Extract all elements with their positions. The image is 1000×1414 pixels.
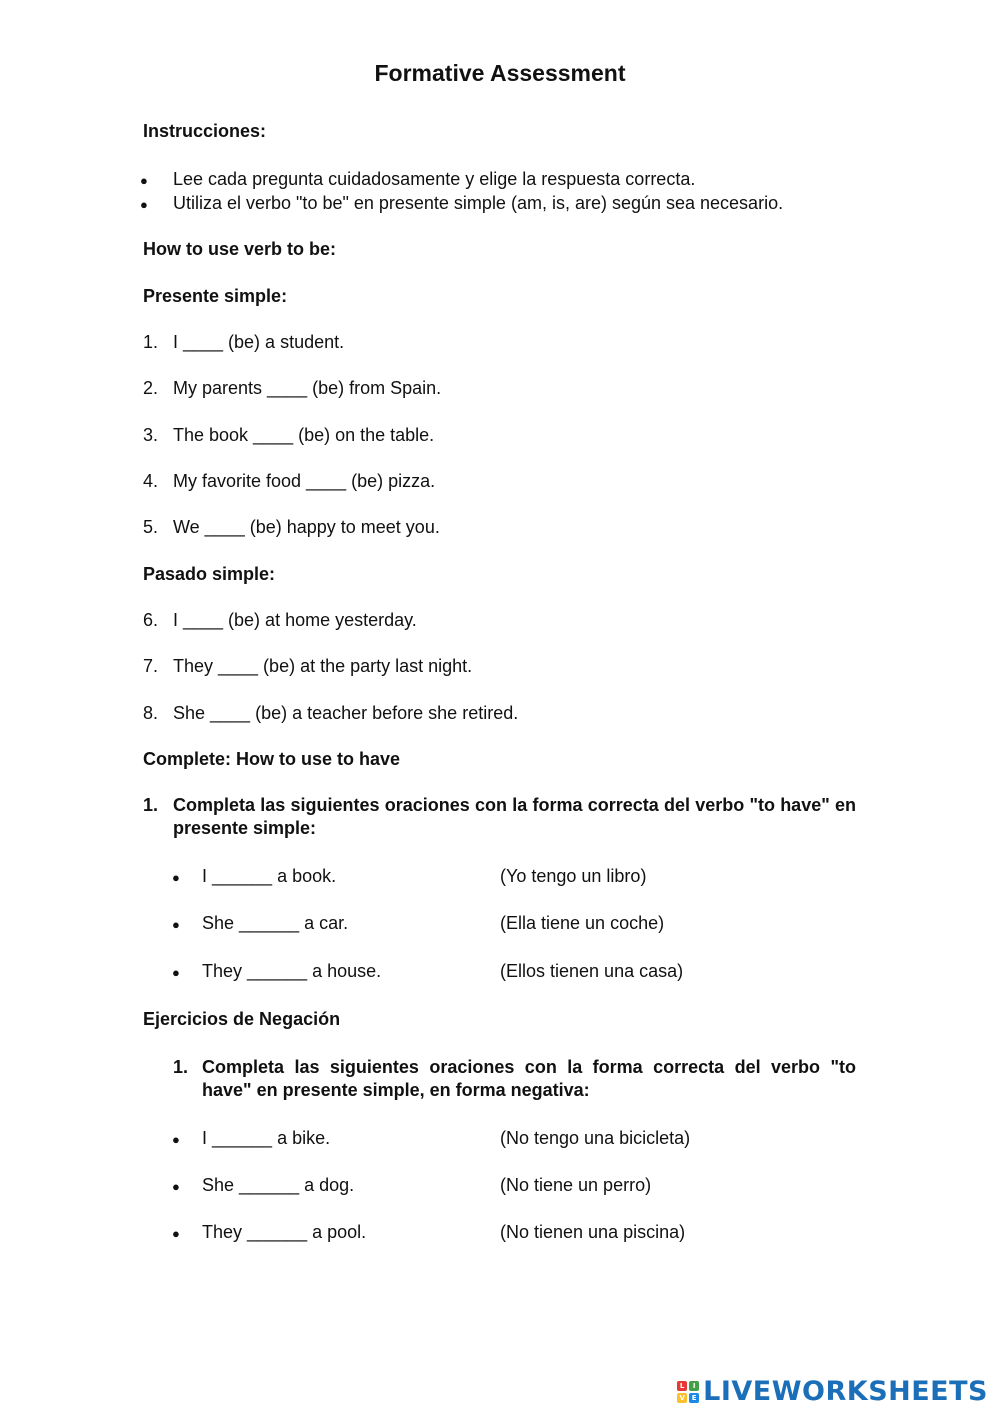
- exercise-sentence: She ______ a car.: [202, 913, 349, 933]
- past-simple-heading: Pasado simple:: [143, 564, 276, 584]
- bullet-icon: ●: [140, 173, 148, 188]
- logo-square-l: L: [677, 1381, 687, 1391]
- present-simple-heading: Presente simple:: [143, 286, 288, 306]
- negation-heading: Ejercicios de Negación: [143, 1009, 341, 1029]
- question-number: 3.: [143, 425, 159, 445]
- question-text: I ____ (be) at home yesterday.: [173, 610, 417, 630]
- logo-square-v: V: [677, 1393, 687, 1403]
- liveworksheets-logo: [677, 1376, 988, 1407]
- question-text: She ____ (be) a teacher before she retired.: [173, 703, 519, 723]
- negation-instruction: Completa las siguientes oraciones con la forma correcta del verbo "to have" en presente simple, en forma negativa:: [202, 1057, 856, 1100]
- instruction-number: 1.: [173, 1057, 189, 1077]
- logo-square-e: E: [689, 1393, 699, 1403]
- instruction-item: Lee cada pregunta cuidadosamente y elige la respuesta correcta.: [173, 169, 696, 189]
- exercise-sentence: She ______ a dog.: [202, 1175, 355, 1195]
- question-text: My favorite food ____ (be) pizza.: [173, 471, 436, 491]
- logo-text: LIVEWORKSHEETS: [703, 1376, 988, 1407]
- exercise-sentence: They ______ a pool.: [202, 1222, 367, 1242]
- exercise-sentence: I ______ a bike.: [202, 1128, 331, 1148]
- logo-mark-icon: [677, 1381, 699, 1403]
- question-number: 1.: [143, 332, 159, 352]
- exercise-translation: (No tienen una piscina): [500, 1222, 686, 1242]
- bullet-icon: ●: [172, 917, 180, 932]
- to-have-instruction: Completa las siguientes oraciones con la forma correcta del verbo "to have" en presente simple:: [173, 795, 856, 838]
- question-number: 6.: [143, 610, 159, 630]
- question-number: 5.: [143, 517, 159, 537]
- question-text: We ____ (be) happy to meet you.: [173, 517, 440, 537]
- question-text: My parents ____ (be) from Spain.: [173, 378, 442, 398]
- bullet-icon: ●: [172, 870, 180, 885]
- question-number: 4.: [143, 471, 159, 491]
- bullet-icon: ●: [172, 1179, 180, 1194]
- exercise-sentence: I ______ a book.: [202, 866, 337, 886]
- exercise-translation: (Ella tiene un coche): [500, 913, 665, 933]
- to-have-heading: Complete: How to use to have: [143, 749, 401, 769]
- instructions-heading: Instrucciones:: [143, 121, 267, 141]
- question-text: The book ____ (be) on the table.: [173, 425, 435, 445]
- to-be-heading: How to use verb to be:: [143, 239, 337, 259]
- bullet-icon: ●: [172, 1226, 180, 1241]
- exercise-translation: (No tengo una bicicleta): [500, 1128, 691, 1148]
- exercise-sentence: They ______ a house.: [202, 961, 382, 981]
- instruction-number: 1.: [143, 795, 159, 815]
- question-number: 8.: [143, 703, 159, 723]
- bullet-icon: ●: [140, 197, 148, 212]
- bullet-icon: ●: [172, 1132, 180, 1147]
- exercise-translation: (Yo tengo un libro): [500, 866, 647, 886]
- question-number: 7.: [143, 656, 159, 676]
- page-title: Formative Assessment: [374, 60, 626, 86]
- bullet-icon: ●: [172, 965, 180, 980]
- logo-square-i: I: [689, 1381, 699, 1391]
- question-text: I ____ (be) a student.: [173, 332, 345, 352]
- instruction-item: Utiliza el verbo "to be" en presente simple (am, is, are) según sea necesario.: [173, 193, 784, 213]
- question-text: They ____ (be) at the party last night.: [173, 656, 473, 676]
- exercise-translation: (No tiene un perro): [500, 1175, 652, 1195]
- exercise-translation: (Ellos tienen una casa): [500, 961, 684, 981]
- question-number: 2.: [143, 378, 159, 398]
